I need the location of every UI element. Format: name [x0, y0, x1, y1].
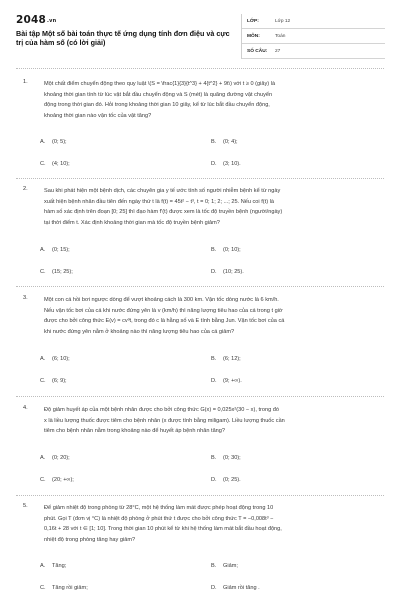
- question-line: Để giảm nhiệt độ trong phòng từ 28°C, một hệ thống làm mát được phép hoạt động trong 10: [44, 505, 274, 511]
- question-line: tiêm cho bệnh nhân nằm trong khoảng nào để huyết áp bệnh nhân tăng?: [44, 428, 226, 435]
- option-text: Giảm;: [223, 563, 238, 569]
- option-label: C.: [40, 477, 46, 483]
- option-d[interactable]: [211, 161, 241, 167]
- divider: [16, 495, 384, 496]
- question-line: Một chất điểm chuyển động theo quy luật \(S = \frac{1}{3}{t^3} + 4{t^2} + 9t\) với t ≥ 0 (giây) là: [44, 81, 276, 87]
- option-label: B.: [211, 356, 217, 362]
- option-label: D.: [211, 161, 217, 167]
- option-c[interactable]: [40, 161, 70, 167]
- question-line: Một con cá hồi bơi ngược dòng để vượt khoảng cách là 300 km. Vận tốc dòng nước là 6 km/h.: [44, 297, 279, 303]
- option-label: B.: [211, 563, 217, 569]
- option-text: Giảm rồi tăng .: [223, 585, 260, 591]
- option-a[interactable]: [40, 356, 70, 362]
- question-text: [44, 79, 380, 121]
- option-text: (6; 12);: [223, 356, 241, 362]
- option-text: (9; +∞).: [223, 378, 242, 384]
- question-line: khoảng thời gian tính từ lúc vật bắt đầu chuyển động và S (mét) là quãng đường vật chuyển: [44, 91, 273, 98]
- meta-label: MÔN:: [247, 33, 260, 39]
- option-label: D.: [211, 477, 217, 483]
- meta-value: 27: [275, 48, 281, 54]
- option-d[interactable]: [211, 269, 244, 275]
- meta-table: [241, 14, 385, 59]
- option-text: (0; 4);: [223, 139, 238, 145]
- option-text: (15; 25);: [52, 269, 73, 275]
- question-number: 4.: [23, 405, 28, 411]
- option-label: B.: [211, 139, 217, 145]
- question-line: 0,16t + 28 với t ∈ [1; 10]. Trong thời gian 10 phút kể từ khi hệ thống làm mát bắt đầu hoạt động,: [44, 526, 282, 533]
- option-text: (0; 20);: [52, 455, 70, 461]
- option-text: (20; +∞);: [52, 477, 74, 483]
- divider: [16, 286, 384, 287]
- meta-row-subject: [242, 29, 385, 44]
- meta-value: Toán: [275, 33, 286, 39]
- option-label: C.: [40, 378, 46, 384]
- option-text: (4; 10);: [52, 161, 70, 167]
- option-b[interactable]: [211, 563, 238, 569]
- option-c[interactable]: [40, 585, 88, 591]
- question-text: [44, 503, 380, 545]
- option-text: (6; 10);: [52, 356, 70, 362]
- option-label: A.: [40, 455, 46, 461]
- option-label: B.: [211, 247, 217, 253]
- question-number: 3.: [23, 295, 28, 301]
- question-number: 5.: [23, 503, 28, 509]
- option-b[interactable]: [211, 139, 238, 145]
- option-b[interactable]: [211, 247, 241, 253]
- divider: [16, 396, 384, 397]
- divider: [16, 178, 384, 179]
- divider: [16, 68, 384, 69]
- option-label: A.: [40, 247, 46, 253]
- option-text: (3; 10).: [223, 161, 241, 167]
- option-text: (0; 30);: [223, 455, 241, 461]
- option-text: (10; 25).: [223, 269, 244, 275]
- option-label: C.: [40, 585, 46, 591]
- question-line: tại thời điểm t. Xác định khoảng thời gian mà tốc độ truyền bệnh giảm?: [44, 219, 220, 226]
- question-text: [44, 295, 380, 337]
- question-line: khoảng thời gian nào vận tốc của vật tăng?: [44, 112, 152, 119]
- option-text: (0; 10);: [223, 247, 241, 253]
- question-number: 1.: [23, 79, 28, 85]
- question-text: [44, 186, 380, 228]
- question-line: x là liều lượng thuốc được tiêm cho bệnh nhân (x được tính bằng miligam). Liều lượng thuốc cần: [44, 417, 285, 424]
- option-a[interactable]: [40, 455, 70, 461]
- option-label: A.: [40, 563, 46, 569]
- meta-label: SỐ CÂU:: [247, 48, 268, 54]
- question-line: được cho bởi công thức E(v) = cv³t, trong đó c là hằng số và E tính bằng Jun. Vận tốc bơi của cá: [44, 318, 285, 325]
- option-d[interactable]: [211, 378, 242, 384]
- question-line: khi nước đứng yên nằm ở khoảng nào thì năng lượng tiêu hao của cá giảm?: [44, 328, 235, 335]
- option-text: (6; 9);: [52, 378, 67, 384]
- question-line: phút. Gọi T (đơn vị °C) là nhiệt độ phòng ở phút thứ t được cho bởi công thức T = −0,008t³ −: [44, 515, 274, 522]
- option-label: D.: [211, 585, 217, 591]
- option-c[interactable]: [40, 477, 74, 483]
- option-b[interactable]: [211, 455, 241, 461]
- question-line: Độ giảm huyết áp của một bệnh nhân được cho bởi công thức G(x) = 0,025x²(30 − x), trong đó: [44, 407, 279, 413]
- option-d[interactable]: [211, 585, 260, 591]
- option-label: A.: [40, 139, 46, 145]
- option-label: B.: [211, 455, 217, 461]
- document-title: Bài tập Một số bài toán thực tế ứng dụng tính đơn điệu và cực trị của hàm số (có lời giải): [16, 29, 230, 47]
- option-c[interactable]: [40, 269, 73, 275]
- option-a[interactable]: [40, 247, 70, 253]
- option-a[interactable]: [40, 139, 67, 145]
- meta-row-class: [242, 14, 385, 29]
- option-label: D.: [211, 378, 217, 384]
- option-text: (0; 5);: [52, 139, 67, 145]
- option-label: C.: [40, 269, 46, 275]
- option-text: Tăng;: [52, 563, 67, 569]
- meta-value: Lớp 12: [275, 18, 291, 24]
- question-line: nhiệt độ trong phòng tăng hay giảm?: [44, 536, 136, 543]
- option-label: C.: [40, 161, 46, 167]
- option-b[interactable]: [211, 356, 241, 362]
- meta-label: LỚP:: [247, 18, 259, 24]
- option-d[interactable]: [211, 477, 241, 483]
- question-number: 2.: [23, 186, 28, 192]
- option-text: (0; 25).: [223, 477, 241, 483]
- logo-text: 2048: [16, 14, 47, 26]
- option-text: Tăng rồi giảm;: [52, 585, 88, 591]
- option-a[interactable]: [40, 563, 66, 569]
- question-line: Sau khi phát hiện một bệnh dịch, các chuyên gia y tế ước tính số người nhiễm bệnh kể từ ngày: [44, 188, 281, 194]
- question-line: hàm số xác định trên đoạn [0; 25] thì đạo hàm f'(t) được xem là tốc độ truyền bệnh (người/ngày): [44, 209, 283, 216]
- page-header: [16, 14, 384, 60]
- question-line: động trong thời gian đó. Hỏi trong khoảng thời gian 10 giây, kể từ lúc bắt đầu chuyển động,: [44, 102, 270, 109]
- option-label: A.: [40, 356, 46, 362]
- question-line: Nếu vận tốc bơi của cá khi nước đứng yên là v (km/h) thì năng lượng tiêu hao của cá trong t giờ: [44, 307, 283, 314]
- question-line: xuất hiện bệnh nhân đầu tiên đến ngày thứ t là f(t) = 45t² − t³, t = 0; 1; 2; ...; 25. Nếu coi f(t) là: [44, 198, 274, 205]
- site-logo[interactable]: [16, 14, 56, 26]
- option-text: (0; 15);: [52, 247, 70, 253]
- option-c[interactable]: [40, 378, 67, 384]
- option-label: D.: [211, 269, 217, 275]
- question-text: [44, 405, 380, 437]
- logo-suffix: .vn: [47, 18, 57, 24]
- meta-row-count: [242, 44, 385, 59]
